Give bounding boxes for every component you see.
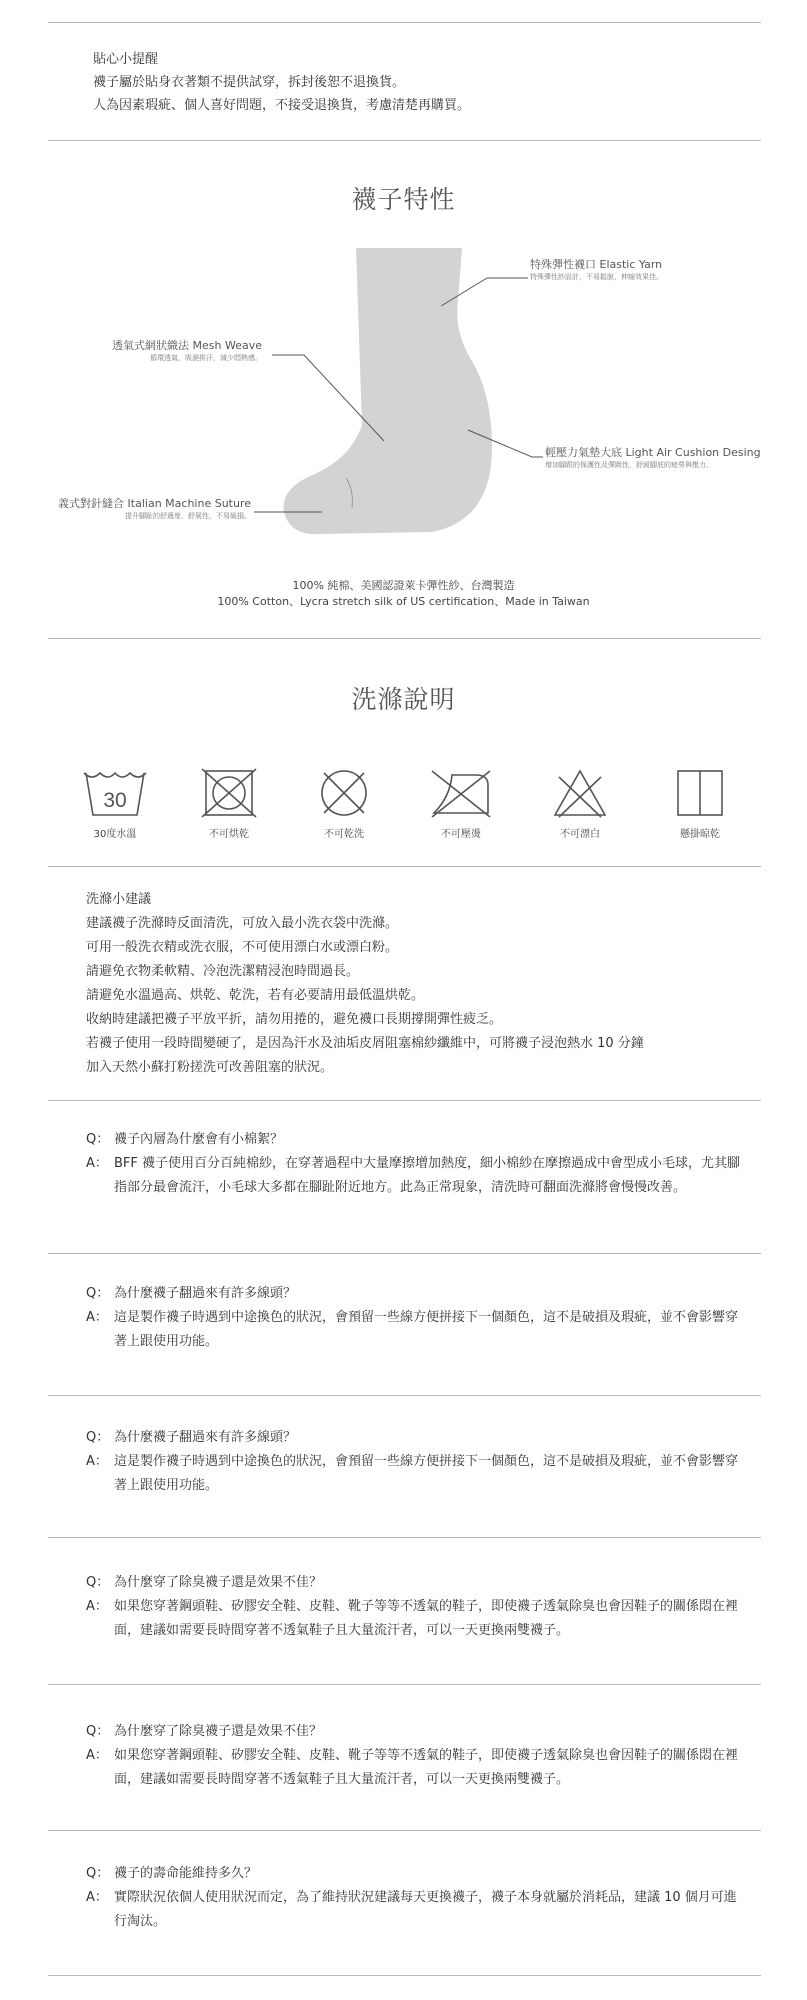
qa-divider-1 bbox=[48, 1253, 761, 1254]
tips-line-1: 建議襪子洗滌時反面清洗，可放入最小洗衣袋中洗滌。 bbox=[86, 916, 399, 931]
care-label-wash-30: 30度水溫 bbox=[93, 829, 137, 840]
qa-item-3 bbox=[86, 1426, 746, 1498]
care-label-no-dry-clean: 不可乾洗 bbox=[324, 829, 364, 840]
suture-sub: 提升腳趾的舒適度、舒展性，不易破損。 bbox=[125, 512, 251, 520]
care-no-iron bbox=[416, 767, 506, 841]
tips-line-7: 加入天然小蘇打粉搓洗可改善阻塞的狀況。 bbox=[86, 1060, 334, 1075]
cushion-title: 輕壓力氣墊大底 Light Air Cushion Desing bbox=[545, 446, 761, 459]
material-info bbox=[0, 578, 807, 610]
question-tag: Q： bbox=[86, 1575, 110, 1590]
material-zh: 100% 純棉、美國認證萊卡彈性紗、台灣製造 bbox=[292, 579, 515, 592]
no-dry-clean-icon bbox=[309, 767, 379, 819]
tips-line-6: 若襪子使用一段時間變硬了，是因為汗水及油垢皮屑阻塞棉紗纖維中，可將襪子浸泡熱水 10 分鐘 bbox=[86, 1036, 644, 1051]
notice-divider bbox=[48, 140, 761, 141]
answer-tag: A： bbox=[86, 1310, 108, 1325]
qa-divider-4 bbox=[48, 1684, 761, 1685]
elastic-sub: 特殊彈性紗設計，不易鬆脫，伸縮效果佳。 bbox=[530, 273, 663, 281]
care-label-no-bleach: 不可漂白 bbox=[560, 829, 600, 840]
mesh-sub: 循環透氣，吸濕排汗，減少悶熱感。 bbox=[150, 354, 262, 362]
qa-item-6 bbox=[86, 1862, 746, 1934]
notice-title: 貼心小提醒 bbox=[93, 52, 159, 67]
question-text: 為什麼穿了除臭襪子還是效果不佳？ bbox=[114, 1575, 323, 1590]
qa-divider-3 bbox=[48, 1537, 761, 1538]
answer-tag: A： bbox=[86, 1156, 108, 1171]
answer-tag: A： bbox=[86, 1890, 108, 1905]
elastic-annotation bbox=[530, 258, 663, 283]
suture-title: 義式對針縫合 Italian Machine Suture bbox=[58, 497, 251, 510]
suture-annotation bbox=[58, 497, 251, 522]
care-divider bbox=[48, 866, 761, 867]
material-en: 100% Cotton、Lycra stretch silk of US certification、Made in Taiwan bbox=[217, 595, 590, 608]
notice-line-2: 人為因素瑕疵、個人喜好問題，不接受退換貨，考慮清楚再購買。 bbox=[93, 98, 471, 113]
tips-line-3: 請避免衣物柔軟精、冷泡洗潔精浸泡時間過長。 bbox=[86, 964, 360, 979]
cushion-sub: 增加腳跟的保護性及彈跳性，舒緩腳底的疲勞與壓力。 bbox=[545, 461, 713, 469]
qa-item-1 bbox=[86, 1128, 746, 1200]
care-label-no-tumble-dry: 不可烘乾 bbox=[209, 829, 249, 840]
tips-divider bbox=[48, 1100, 761, 1101]
answer-tag: A： bbox=[86, 1599, 108, 1614]
qa-divider-2 bbox=[48, 1395, 761, 1396]
sock-illustration bbox=[284, 248, 492, 534]
question-text: 襪子的壽命能維持多久？ bbox=[114, 1866, 258, 1881]
question-text: 為什麼穿了除臭襪子還是效果不佳？ bbox=[114, 1724, 323, 1739]
washing-tips bbox=[86, 888, 644, 1080]
bottom-divider bbox=[48, 1975, 761, 1976]
question-tag: Q： bbox=[86, 1724, 110, 1739]
qa-item-5 bbox=[86, 1720, 746, 1792]
tips-line-2: 可用一般洗衣精或洗衣服，不可使用漂白水或漂白粉。 bbox=[86, 940, 399, 955]
features-divider bbox=[48, 638, 761, 639]
care-no-tumble-dry bbox=[184, 767, 274, 841]
answer-text: 如果您穿著鋼頭鞋、矽膠安全鞋、皮鞋、靴子等等不透氣的鞋子，即使襪子透氣除臭也會因鞋子的關係悶在裡面，建議如需要長時間穿著不透氣鞋子且大量流汗者，可以一天更換兩雙襪子。 bbox=[114, 1599, 739, 1638]
no-tumble-dry-icon bbox=[194, 767, 264, 819]
mesh-title: 透氣式網狀織法 Mesh Weave bbox=[112, 339, 262, 352]
answer-tag: A： bbox=[86, 1748, 108, 1763]
cushion-annotation bbox=[545, 446, 761, 471]
tips-line-5: 收納時建議把襪子平放平折，請勿用捲的，避免襪口長期撐開彈性疲乏。 bbox=[86, 1012, 503, 1027]
care-label-no-iron: 不可壓燙 bbox=[441, 829, 481, 840]
mesh-annotation bbox=[112, 339, 262, 364]
care-no-dry-clean bbox=[299, 767, 389, 841]
notice-block bbox=[93, 48, 470, 117]
svg-text:30: 30 bbox=[103, 789, 127, 812]
wash-30-icon bbox=[80, 767, 150, 819]
elastic-title: 特殊彈性襪口 Elastic Yarn bbox=[530, 258, 663, 271]
qa-divider-5 bbox=[48, 1830, 761, 1831]
question-tag: Q： bbox=[86, 1286, 110, 1301]
question-tag: Q： bbox=[86, 1866, 110, 1881]
question-tag: Q： bbox=[86, 1132, 110, 1147]
care-heading: 洗滌說明 bbox=[351, 685, 456, 714]
answer-text: 這是製作襪子時遇到中途換色的狀況，會預留一些線方便拼接下一個顏色，這不是破損及瑕疵，並不會影響穿著上跟使用功能。 bbox=[114, 1310, 739, 1349]
answer-text: 如果您穿著鋼頭鞋、矽膠安全鞋、皮鞋、靴子等等不透氣的鞋子，即使襪子透氣除臭也會因鞋子的關係悶在裡面，建議如需要長時間穿著不透氣鞋子且大量流汗者，可以一天更換兩雙襪子。 bbox=[114, 1748, 739, 1787]
tips-title: 洗滌小建議 bbox=[86, 892, 152, 907]
qa-item-2 bbox=[86, 1282, 746, 1354]
features-heading: 襪子特性 bbox=[351, 185, 456, 214]
care-line-dry bbox=[655, 767, 745, 841]
care-wash-30 bbox=[70, 767, 160, 841]
question-text: 襪子內層為什麼會有小棉絮？ bbox=[114, 1132, 284, 1147]
no-bleach-icon bbox=[545, 767, 615, 819]
question-text: 為什麼襪子翻過來有許多線頭？ bbox=[114, 1430, 297, 1445]
question-tag: Q： bbox=[86, 1430, 110, 1445]
top-divider bbox=[48, 22, 761, 23]
no-iron-icon bbox=[426, 767, 496, 819]
answer-text: 這是製作襪子時遇到中途換色的狀況，會預留一些線方便拼接下一個顏色，這不是破損及瑕疵，並不會影響穿著上跟使用功能。 bbox=[114, 1454, 739, 1493]
tips-line-4: 請避免水溫過高、烘乾、乾洗，若有必要請用最低溫烘乾。 bbox=[86, 988, 425, 1003]
notice-line-1: 襪子屬於貼身衣著類不提供試穿，拆封後恕不退換貨。 bbox=[93, 75, 406, 90]
care-no-bleach bbox=[535, 767, 625, 841]
answer-tag: A： bbox=[86, 1454, 108, 1469]
care-label-line-dry: 懸掛晾乾 bbox=[680, 829, 720, 840]
answer-text: BFF 襪子使用百分百純棉紗，在穿著過程中大量摩擦增加熱度，細小棉紗在摩擦過成中會型成小毛球，尤其腳指部分最會流汗，小毛球大多都在腳趾附近地方。此為正常現象，清洗時可翻面洗滌將會慢慢改善。 bbox=[114, 1156, 741, 1195]
answer-text: 實際狀況依個人使用狀況而定，為了維持狀況建議每天更換襪子，襪子本身就屬於消耗品，建議 10 個月可進行淘汰。 bbox=[114, 1890, 737, 1929]
qa-item-4 bbox=[86, 1571, 746, 1643]
question-text: 為什麼襪子翻過來有許多線頭？ bbox=[114, 1286, 297, 1301]
line-dry-icon bbox=[665, 767, 735, 819]
